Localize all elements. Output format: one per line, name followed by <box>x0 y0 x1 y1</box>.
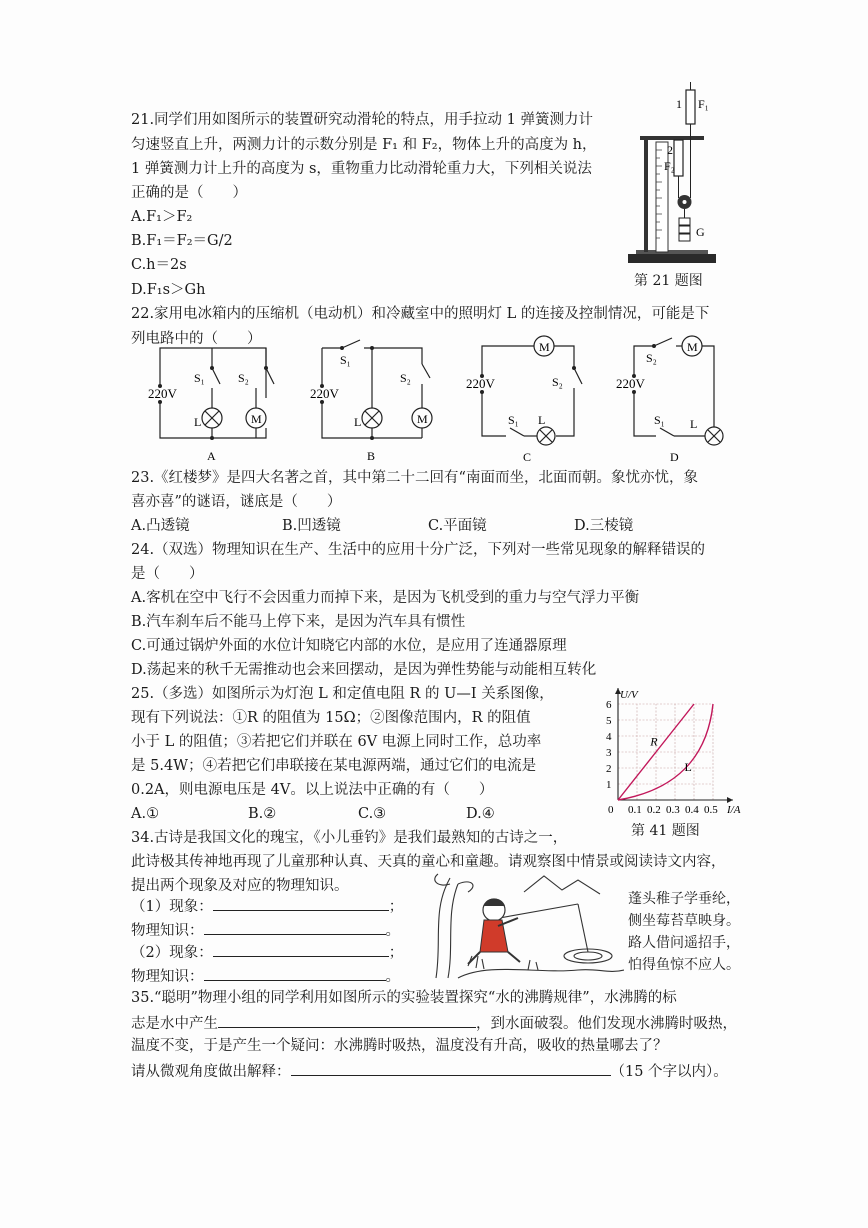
q25-option-c: C.③ <box>358 806 387 822</box>
g-label: G <box>696 225 705 239</box>
q25-stem-line: 25.（多选）如图所示为灯泡 L 和定值电阻 R 的 U—I 关系图像， <box>131 686 554 702</box>
svg-text:M: M <box>417 412 428 426</box>
y-tick-label: 3 <box>606 747 612 759</box>
q21-stem-line: 1 弹簧测力计上升的高度为 s，重物重力比动滑轮重力大，下列相关说法 <box>131 161 592 177</box>
svg-text:S₂: S₂ <box>552 375 563 389</box>
x-tick-label: 0.2 <box>647 804 661 816</box>
q25-stem-line: 现有下列说法：①R 的阻值为 15Ω；②图像范围内，R 的阻值 <box>131 710 531 726</box>
knowledge-1-blank[interactable] <box>204 919 386 935</box>
meter-1-label: 1 <box>676 97 682 111</box>
f2-label: F₂ <box>664 159 675 173</box>
knowledge-2-blank[interactable] <box>204 965 386 981</box>
q23-stem-line: 23.《红楼梦》是四大名著之首，其中第二十二回有“南面而坐，北面而朝。象忧亦忧，象 <box>131 470 698 486</box>
x-tick-label: 0.5 <box>704 804 718 816</box>
q35-line-4: 请从微观角度做出解释： （15 个字以内）。 <box>131 1060 728 1082</box>
circuit-d <box>614 332 742 466</box>
circuit-c <box>462 332 602 466</box>
knowledge-1-row: 物理知识： 。 <box>131 919 400 941</box>
circuit-a-voltage: 220V <box>148 386 177 401</box>
q22-stem-line: 列电路中的（ ） <box>131 331 262 347</box>
circuit-a-label: A <box>207 449 216 463</box>
svg-text:L: L <box>194 415 202 429</box>
circuit-b <box>302 338 442 466</box>
poem-line: 蓬头稚子学垂纶， <box>628 891 740 907</box>
q25-option-d: D.④ <box>466 806 495 822</box>
y-tick-label: 2 <box>606 763 612 775</box>
u-i-chart <box>596 680 746 822</box>
q24-option-a: A.客机在空中飞行不会因重力而掉下来，是因为飞机受到的重力与空气浮力平衡 <box>131 590 640 606</box>
svg-text:S₁: S₁ <box>340 353 351 367</box>
svg-text:M: M <box>687 340 698 354</box>
boiling-sign-blank[interactable] <box>218 1012 476 1028</box>
poem-line: 路人借问遥招手， <box>628 935 740 951</box>
q21-option-c: C.h＝2s <box>131 257 187 273</box>
x-axis-arrow <box>727 797 733 803</box>
q21-stem-line: 21.同学们用如图所示的装置研究动滑轮的特点，用手拉动 1 弹簧测力计 <box>131 112 594 128</box>
svg-text:220V: 220V <box>616 376 645 391</box>
x-axis-label: I/A <box>727 804 741 816</box>
q25-option-a: A.① <box>131 806 160 822</box>
q22-stem-line: 22.家用电冰箱内的压缩机（电动机）和冷藏室中的照明灯 L 的连接及控制情况，可能是下 <box>131 306 710 322</box>
q21-option-d: D.F₁s＞Gh <box>131 282 206 298</box>
q35-stem-line: 35.“聪明”物理小组的同学利用如图所示的实验装置探究“水的沸腾规律”，水沸腾的标 <box>131 990 677 1006</box>
q25-stem-line: 小于 L 的阻值；③若把它们并联在 6V 电源上同时工作，总功率 <box>131 734 542 750</box>
y-tick-label: 6 <box>606 699 612 711</box>
poem-line: 怕得鱼惊不应人。 <box>628 957 740 973</box>
phenomenon-1-blank[interactable] <box>213 895 389 911</box>
q25-stem-line: 0.2A，则电源电压是 4V。以上说法中正确的有（ ） <box>131 782 494 798</box>
q24-stem-line: 24.（双选）物理知识在生产、生活中的应用十分广泛，下列对一些常见现象的解释错误的 <box>131 542 706 558</box>
circuit-d-label: D <box>670 450 679 464</box>
svg-text:S₁: S₁ <box>508 413 519 427</box>
circuit-a <box>140 338 280 466</box>
q21-option-a: A.F₁＞F₂ <box>131 209 193 225</box>
svg-text:L: L <box>354 415 362 429</box>
svg-text:S₁: S₁ <box>194 371 205 385</box>
q21-option-b: B.F₁＝F₂＝G/2 <box>131 233 233 249</box>
y-tick-label: 1 <box>606 779 612 791</box>
y-tick-label: 5 <box>606 715 612 727</box>
svg-text:220V: 220V <box>310 386 339 401</box>
series-label-l: L <box>684 760 692 775</box>
q35-line-2: 志是水中产生 ，到水面破裂。他们发现水沸腾时吸热， <box>131 1012 737 1034</box>
x-tick-label: 0.4 <box>685 804 699 816</box>
q24-option-b: B.汽车刹车后不能马上停下来，是因为汽车具有惯性 <box>131 614 466 630</box>
q35-stem-line: 温度不变，于是产生一个疑问：水沸腾时吸热，温度没有升高，吸收的热量哪去了？ <box>131 1038 668 1054</box>
q21-stem-line: 匀速竖直上升，两测力计的示数分别是 F₁ 和 F₂，物体上升的高度为 h， <box>131 137 597 153</box>
svg-text:M: M <box>251 412 262 426</box>
svg-text:S₁: S₁ <box>654 413 665 427</box>
q34-stem-line: 此诗极其传神地再现了儿童那种认真、天真的童心和童趣。请观察图中情景或阅读诗文内容， <box>131 854 726 870</box>
child-fishing-illustration <box>428 870 624 982</box>
q25-figure-caption: 第 41 题图 <box>631 823 700 839</box>
series-label-r: R <box>650 734 658 749</box>
knowledge-2-row: 物理知识： 。 <box>131 965 400 987</box>
f1-label: F₁ <box>698 97 709 111</box>
svg-text:220V: 220V <box>466 376 495 391</box>
x-tick-label: 0.3 <box>666 804 680 816</box>
q24-stem-line: 是（ ） <box>131 566 204 582</box>
circuit-b-label: B <box>367 449 376 463</box>
phenomenon-1-row: （1）现象： ； <box>131 895 403 917</box>
q25-option-b: B.② <box>248 806 277 822</box>
y-tick-label: 4 <box>606 731 612 743</box>
q23-option-d: D.三棱镜 <box>574 518 634 534</box>
phenomenon-2-blank[interactable] <box>213 941 389 957</box>
q24-option-d: D.荡起来的秋千无需推动也会来回摆动，是因为弹性势能与动能相互转化 <box>131 662 597 678</box>
origin-label: 0 <box>608 804 614 816</box>
q21-stem-line: 正确的是（ ） <box>131 185 247 201</box>
svg-text:S₂: S₂ <box>400 371 411 385</box>
q34-stem-line: 34.古诗是我国文化的瑰宝，《小儿垂钓》是我们最熟知的古诗之一， <box>131 830 568 846</box>
q23-option-c: C.平面镜 <box>428 518 487 534</box>
poem-line: 侧坐莓苔草映身。 <box>628 913 740 929</box>
meter-2-label: 2 <box>667 143 673 157</box>
circuit-c-label: C <box>523 450 532 464</box>
svg-text:L: L <box>538 413 546 427</box>
q23-option-a: A.凸透镜 <box>131 518 190 534</box>
q23-option-b: B.凹透镜 <box>282 518 341 534</box>
q34-stem-line: 提出两个现象及对应的物理知识。 <box>131 878 349 894</box>
pulley-apparatus-figure <box>622 78 732 288</box>
svg-text:M: M <box>539 340 550 354</box>
q21-figure-caption: 第 21 题图 <box>634 273 703 289</box>
svg-text:S₂: S₂ <box>646 351 657 365</box>
svg-text:S₂: S₂ <box>238 371 249 385</box>
q25-stem-line: 是 5.4W；④若把它们串联接在某电源两端，通过它们的电流是 <box>131 758 537 774</box>
q24-option-c: C.可通过锅炉外面的水位计知晓它内部的水位，是应用了连通器原理 <box>131 638 567 654</box>
svg-text:L: L <box>690 417 698 431</box>
q23-stem-line: 喜亦喜”的谜语，谜底是（ ） <box>131 494 342 510</box>
micro-explanation-blank[interactable] <box>291 1060 611 1076</box>
y-axis-label: U/V <box>620 689 638 701</box>
x-tick-label: 0.1 <box>628 804 642 816</box>
phenomenon-2-row: （2）现象： ； <box>131 941 403 963</box>
